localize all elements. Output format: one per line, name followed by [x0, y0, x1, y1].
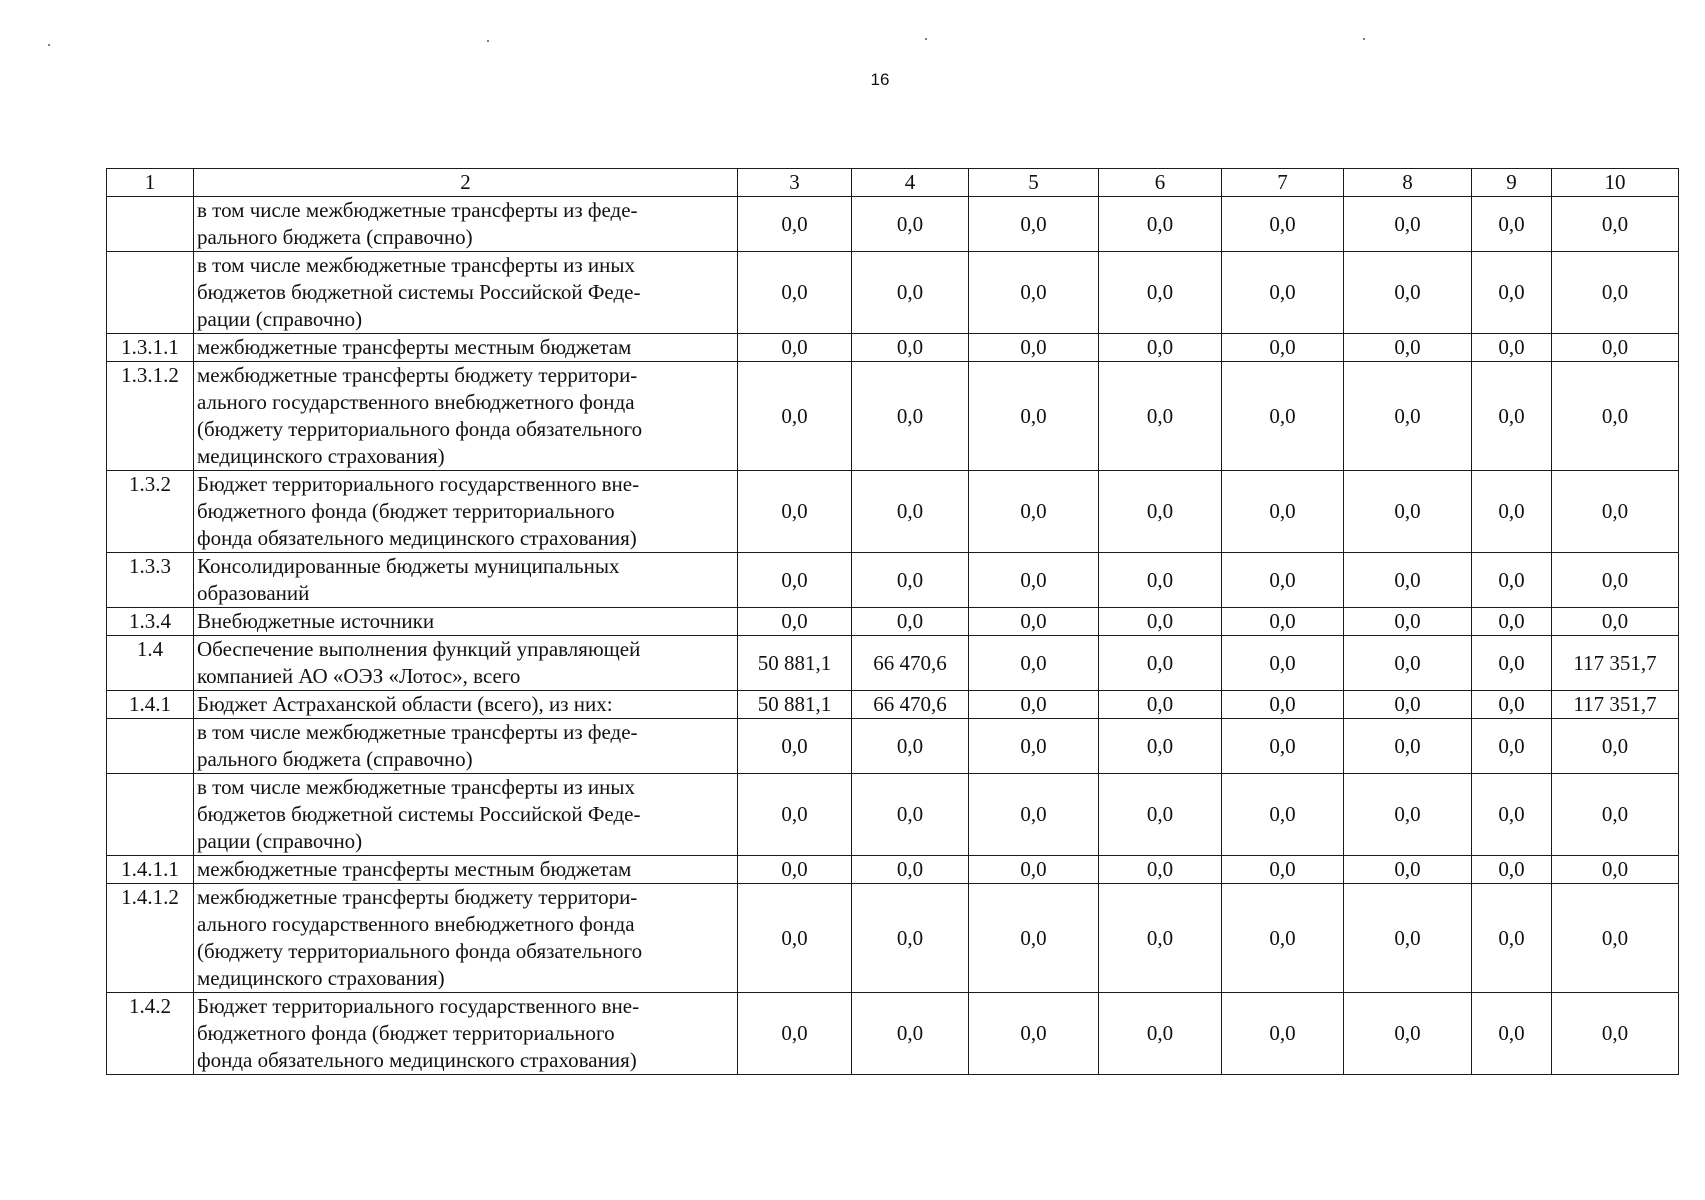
column-number: 2: [194, 169, 738, 197]
description-line: рального бюджета (справочно): [197, 747, 473, 771]
value-cell: 0,0: [738, 856, 852, 884]
value-cell: 0,0: [1552, 993, 1679, 1075]
value-cell: 0,0: [1222, 362, 1344, 471]
row-code: [107, 252, 194, 334]
table-row: [107, 856, 1679, 884]
value-cell: 0,0: [969, 553, 1099, 608]
value-cell: 0,0: [1344, 774, 1472, 856]
value-cell: 0,0: [969, 856, 1099, 884]
column-number: 8: [1344, 169, 1472, 197]
description-line: в том числе межбюджетные трансферты из иных: [197, 775, 635, 799]
value-cell: 0,0: [852, 719, 969, 774]
value-cell: 0,0: [1099, 471, 1222, 553]
scan-speck: [925, 38, 927, 40]
description-line: в том числе межбюджетные трансферты из иных: [197, 253, 635, 277]
description-line: медицинского страхования): [197, 966, 445, 990]
value-cell: 0,0: [1099, 553, 1222, 608]
row-description: [194, 471, 738, 553]
value-cell: 0,0: [738, 608, 852, 636]
value-cell: 0,0: [1344, 362, 1472, 471]
table-row: [107, 471, 1679, 553]
value-cell: 0,0: [1552, 884, 1679, 993]
value-cell: 0,0: [1552, 252, 1679, 334]
table-row: [107, 636, 1679, 691]
value-cell: 0,0: [852, 252, 969, 334]
description-line: Консолидированные бюджеты муниципальных: [197, 554, 620, 578]
value-cell: 0,0: [1099, 884, 1222, 993]
value-cell: 0,0: [1552, 856, 1679, 884]
table-body: [107, 169, 1679, 1075]
value-cell: 0,0: [1222, 197, 1344, 252]
row-code: 1.3.2: [107, 471, 194, 553]
value-cell: 0,0: [969, 608, 1099, 636]
value-cell: 0,0: [852, 856, 969, 884]
value-cell: 0,0: [969, 691, 1099, 719]
value-cell: 0,0: [1344, 197, 1472, 252]
row-description: [194, 993, 738, 1075]
value-cell: 0,0: [1472, 856, 1552, 884]
description-line: (бюджету территориального фонда обязательного: [197, 939, 643, 963]
value-cell: 0,0: [969, 774, 1099, 856]
column-number: 5: [969, 169, 1099, 197]
row-description: [194, 553, 738, 608]
value-cell: 0,0: [1099, 608, 1222, 636]
value-cell: 0,0: [852, 334, 969, 362]
value-cell: 0,0: [1099, 719, 1222, 774]
description-line: бюджетного фонда (бюджет территориального: [197, 499, 615, 523]
value-cell: 50 881,1: [738, 691, 852, 719]
value-cell: 0,0: [1222, 856, 1344, 884]
value-cell: 0,0: [1344, 719, 1472, 774]
value-cell: 0,0: [852, 884, 969, 993]
column-number: 4: [852, 169, 969, 197]
value-cell: 0,0: [1222, 334, 1344, 362]
value-cell: 0,0: [1472, 884, 1552, 993]
table-row: [107, 252, 1679, 334]
row-description: [194, 636, 738, 691]
value-cell: 0,0: [738, 719, 852, 774]
value-cell: 0,0: [738, 471, 852, 553]
value-cell: 0,0: [1222, 553, 1344, 608]
table-row: [107, 993, 1679, 1075]
value-cell: 0,0: [852, 362, 969, 471]
value-cell: 0,0: [1222, 471, 1344, 553]
value-cell: 0,0: [969, 471, 1099, 553]
row-description: [194, 884, 738, 993]
value-cell: 0,0: [1099, 636, 1222, 691]
column-number-row: [107, 169, 1679, 197]
value-cell: 0,0: [1099, 197, 1222, 252]
budget-table: [106, 168, 1679, 1075]
value-cell: 0,0: [852, 553, 969, 608]
value-cell: 0,0: [738, 197, 852, 252]
value-cell: 0,0: [1472, 362, 1552, 471]
value-cell: 0,0: [1099, 362, 1222, 471]
value-cell: 0,0: [1222, 636, 1344, 691]
value-cell: 0,0: [1344, 471, 1472, 553]
row-code: 1.4: [107, 636, 194, 691]
description-line: образований: [197, 581, 310, 605]
row-code: [107, 197, 194, 252]
row-description: [194, 691, 738, 719]
value-cell: 0,0: [1099, 252, 1222, 334]
column-number: 1: [107, 169, 194, 197]
value-cell: 0,0: [1472, 334, 1552, 362]
value-cell: 0,0: [1472, 252, 1552, 334]
row-code: 1.4.1.2: [107, 884, 194, 993]
value-cell: 0,0: [1222, 719, 1344, 774]
table-row: [107, 553, 1679, 608]
row-code: 1.4.2: [107, 993, 194, 1075]
description-line: бюджетов бюджетной системы Российской Феде-: [197, 280, 641, 304]
value-cell: 0,0: [1099, 856, 1222, 884]
value-cell: 0,0: [1472, 636, 1552, 691]
value-cell: 0,0: [738, 774, 852, 856]
description-line: рации (справочно): [197, 829, 363, 853]
row-code: 1.4.1: [107, 691, 194, 719]
value-cell: 66 470,6: [852, 691, 969, 719]
value-cell: 0,0: [1344, 553, 1472, 608]
value-cell: 0,0: [738, 334, 852, 362]
value-cell: 0,0: [1344, 608, 1472, 636]
description-line: межбюджетные трансферты местным бюджетам: [197, 857, 632, 881]
value-cell: 0,0: [1222, 884, 1344, 993]
column-number: 7: [1222, 169, 1344, 197]
value-cell: 0,0: [1344, 636, 1472, 691]
description-line: Бюджет территориального государственного вне-: [197, 994, 640, 1018]
description-line: фонда обязательного медицинского страхования): [197, 526, 637, 550]
value-cell: 0,0: [852, 774, 969, 856]
value-cell: 0,0: [1344, 252, 1472, 334]
row-code: [107, 719, 194, 774]
row-code: 1.3.1.1: [107, 334, 194, 362]
row-description: [194, 608, 738, 636]
value-cell: 0,0: [1552, 553, 1679, 608]
value-cell: 0,0: [1472, 719, 1552, 774]
description-line: фонда обязательного медицинского страхования): [197, 1048, 637, 1072]
row-code: 1.3.1.2: [107, 362, 194, 471]
column-number: 10: [1552, 169, 1679, 197]
row-code: 1.3.3: [107, 553, 194, 608]
value-cell: 0,0: [969, 993, 1099, 1075]
value-cell: 0,0: [1099, 993, 1222, 1075]
table-row: [107, 884, 1679, 993]
row-description: [194, 362, 738, 471]
value-cell: 0,0: [738, 884, 852, 993]
table-row: [107, 774, 1679, 856]
value-cell: 0,0: [969, 362, 1099, 471]
table-row: [107, 691, 1679, 719]
description-line: межбюджетные трансферты бюджету территори-: [197, 885, 638, 909]
value-cell: 0,0: [1472, 993, 1552, 1075]
value-cell: 50 881,1: [738, 636, 852, 691]
description-line: в том числе межбюджетные трансферты из феде-: [197, 198, 638, 222]
value-cell: 0,0: [1472, 691, 1552, 719]
description-line: в том числе межбюджетные трансферты из феде-: [197, 720, 638, 744]
value-cell: 0,0: [852, 471, 969, 553]
column-number: 3: [738, 169, 852, 197]
table-row: [107, 197, 1679, 252]
table-row: [107, 719, 1679, 774]
row-description: [194, 719, 738, 774]
row-code: 1.4.1.1: [107, 856, 194, 884]
value-cell: 0,0: [738, 362, 852, 471]
value-cell: 0,0: [1222, 608, 1344, 636]
row-description: [194, 252, 738, 334]
value-cell: 0,0: [1222, 252, 1344, 334]
row-description: [194, 334, 738, 362]
value-cell: 0,0: [852, 608, 969, 636]
value-cell: 0,0: [969, 197, 1099, 252]
value-cell: 117 351,7: [1552, 636, 1679, 691]
description-line: межбюджетные трансферты бюджету территори-: [197, 363, 638, 387]
row-code: 1.3.4: [107, 608, 194, 636]
value-cell: 0,0: [969, 719, 1099, 774]
description-line: (бюджету территориального фонда обязательного: [197, 417, 643, 441]
value-cell: 0,0: [1472, 774, 1552, 856]
value-cell: 0,0: [1222, 774, 1344, 856]
value-cell: 0,0: [1344, 856, 1472, 884]
row-code: [107, 774, 194, 856]
value-cell: 0,0: [852, 197, 969, 252]
description-line: медицинского страхования): [197, 444, 445, 468]
row-description: [194, 197, 738, 252]
value-cell: 0,0: [969, 334, 1099, 362]
value-cell: 0,0: [1099, 774, 1222, 856]
value-cell: 0,0: [1344, 691, 1472, 719]
value-cell: 0,0: [1099, 691, 1222, 719]
value-cell: 0,0: [1099, 334, 1222, 362]
table-row: [107, 362, 1679, 471]
scan-speck: [1363, 38, 1365, 40]
value-cell: 0,0: [1344, 993, 1472, 1075]
value-cell: 0,0: [1344, 334, 1472, 362]
row-description: [194, 856, 738, 884]
value-cell: 0,0: [969, 252, 1099, 334]
description-line: ального государственного внебюджетного фонда: [197, 912, 635, 936]
scan-speck: [487, 40, 489, 42]
value-cell: 0,0: [738, 993, 852, 1075]
value-cell: 0,0: [1552, 774, 1679, 856]
value-cell: 0,0: [969, 884, 1099, 993]
page-number: 16: [870, 70, 890, 89]
value-cell: 0,0: [1472, 608, 1552, 636]
value-cell: 0,0: [1222, 691, 1344, 719]
value-cell: 0,0: [1472, 197, 1552, 252]
value-cell: 0,0: [1552, 197, 1679, 252]
value-cell: 0,0: [1472, 471, 1552, 553]
description-line: Обеспечение выполнения функций управляющей: [197, 637, 641, 661]
row-description: [194, 774, 738, 856]
description-line: компанией АО «ОЭЗ «Лотос», всего: [197, 664, 521, 688]
description-line: межбюджетные трансферты местным бюджетам: [197, 335, 632, 359]
value-cell: 66 470,6: [852, 636, 969, 691]
value-cell: 0,0: [1552, 719, 1679, 774]
description-line: рального бюджета (справочно): [197, 225, 473, 249]
value-cell: 0,0: [969, 636, 1099, 691]
description-line: бюджетного фонда (бюджет территориального: [197, 1021, 615, 1045]
value-cell: 0,0: [1552, 334, 1679, 362]
column-number: 9: [1472, 169, 1552, 197]
description-line: Внебюджетные источники: [197, 609, 435, 633]
description-line: Бюджет Астраханской области (всего), из них:: [197, 692, 613, 716]
column-number: 6: [1099, 169, 1222, 197]
description-line: рации (справочно): [197, 307, 363, 331]
value-cell: 0,0: [1552, 471, 1679, 553]
value-cell: 0,0: [852, 993, 969, 1075]
table-row: [107, 608, 1679, 636]
value-cell: 0,0: [1222, 993, 1344, 1075]
description-line: ального государственного внебюджетного фонда: [197, 390, 635, 414]
value-cell: 0,0: [1552, 608, 1679, 636]
value-cell: 0,0: [1344, 884, 1472, 993]
value-cell: 0,0: [1552, 362, 1679, 471]
description-line: Бюджет территориального государственного вне-: [197, 472, 640, 496]
description-line: бюджетов бюджетной системы Российской Феде-: [197, 802, 641, 826]
value-cell: 0,0: [738, 553, 852, 608]
value-cell: 0,0: [1472, 553, 1552, 608]
value-cell: 0,0: [738, 252, 852, 334]
table-row: [107, 334, 1679, 362]
scan-speck: [48, 44, 50, 46]
value-cell: 117 351,7: [1552, 691, 1679, 719]
